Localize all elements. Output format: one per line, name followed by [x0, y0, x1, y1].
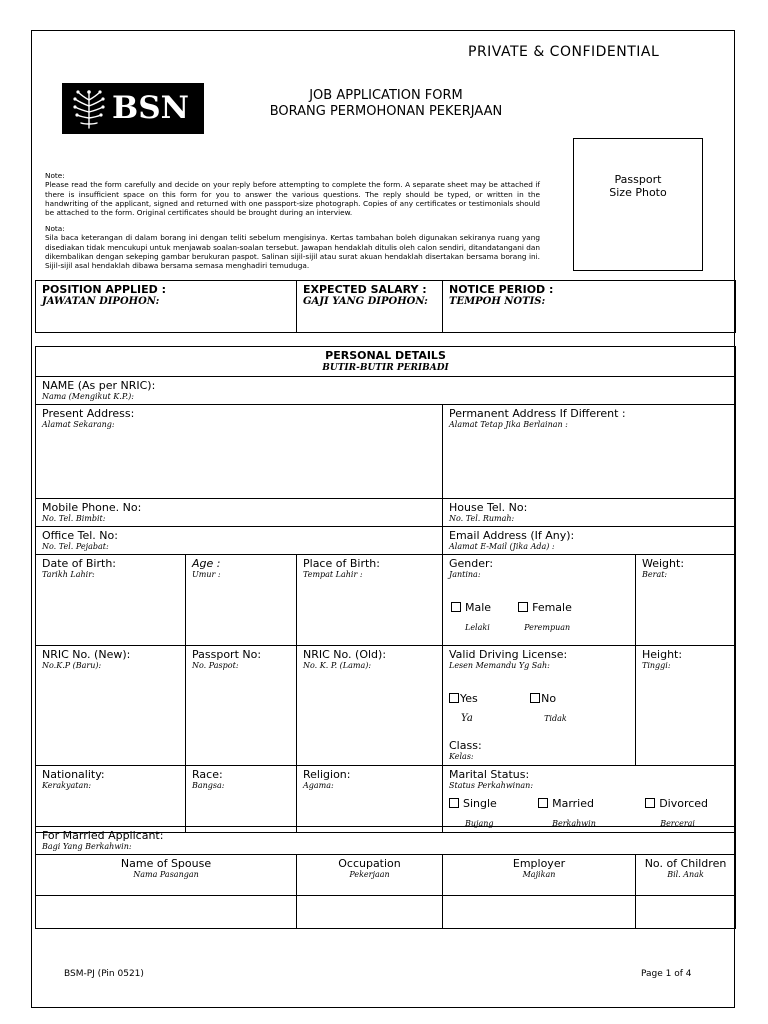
marital-ms: Status Perkahwinan:: [449, 781, 534, 790]
employer-label: Employer: [512, 857, 566, 870]
yes-ms: Ya: [461, 713, 473, 724]
expected-salary-field[interactable]: [297, 281, 443, 333]
notice-period-field[interactable]: [443, 281, 736, 333]
marital-status-field: [443, 766, 736, 833]
no-checkbox[interactable]: [530, 693, 540, 703]
yes-checkbox[interactable]: [449, 693, 459, 703]
female-label: Female: [532, 601, 572, 614]
marital-label: Marital Status:: [449, 768, 530, 781]
license-label: Valid Driving License:: [449, 648, 568, 661]
mobile-phone-ms: No. Tel. Bimbit:: [42, 514, 106, 523]
expected-salary-label: EXPECTED SALARY :: [303, 283, 427, 296]
nric-old-label: NRIC No. (Old):: [303, 648, 387, 661]
personal-heading-en: PERSONAL DETAILS: [325, 349, 446, 362]
female-option[interactable]: [518, 596, 572, 615]
no-ms: Tidak: [544, 714, 567, 723]
race-label: Race:: [192, 768, 223, 781]
spouse-name-cell[interactable]: [36, 896, 297, 929]
single-ms: Bujang: [465, 819, 494, 828]
title-en: JOB APPLICATION FORM: [309, 88, 463, 103]
mobile-phone-field[interactable]: [36, 499, 443, 527]
page-number: Page 1 of 4: [641, 969, 692, 979]
position-applied-ms: JAWATAN DIPOHON:: [42, 296, 160, 307]
email-label: Email Address (If Any):: [449, 529, 575, 542]
note-ms-text: Sila baca keterangan di dalam borang ini dengan teliti sebelum mengisinya. Kertas tambahan boleh digunakan sekiranya ruang yang disediakan tidak mencukupi untuk menjawab soalan-soalan tersebut. Jawapan hendaklah ditulis oleh calon sendiri, ditandatangani dan dikembalikan dengan sekeping gambar berukuran paspot. Salinan sijil-sijil atau surat akuan hendaklah disertakan bersama borang ini. Sijil-sijil asal hendaklah dibawa bersama semasa menghadiri temuduga.: [45, 233, 540, 271]
personal-details-table: [35, 346, 736, 833]
married-label: Married: [552, 797, 594, 810]
male-checkbox[interactable]: [451, 602, 461, 612]
married-ms: Berkahwin: [552, 819, 596, 828]
office-tel-field[interactable]: [36, 527, 443, 555]
bsn-logo: [62, 83, 204, 134]
nric-old-field[interactable]: [297, 646, 443, 766]
divorced-ms: Bercerai: [660, 819, 695, 828]
age-ms: Umur :: [192, 570, 221, 579]
form-title: [230, 88, 542, 120]
permanent-address-label: Permanent Address If Different :: [449, 407, 626, 420]
logo-text: BSN: [112, 90, 189, 126]
notice-period-label: NOTICE PERIOD :: [449, 283, 554, 296]
no-label: No: [541, 692, 557, 705]
race-ms: Bangsa:: [192, 781, 225, 790]
name-field[interactable]: [36, 377, 736, 405]
house-tel-field[interactable]: [443, 499, 736, 527]
occupation-ms: Pekerjaan: [349, 870, 390, 879]
present-address-field[interactable]: [36, 405, 443, 499]
mobile-phone-label: Mobile Phone. No:: [42, 501, 142, 514]
position-table: [35, 280, 736, 333]
employer-ms: Majikan: [522, 870, 556, 879]
age-field[interactable]: [186, 555, 297, 646]
yes-label: Yes: [460, 692, 478, 705]
spouse-employer-cell[interactable]: [443, 896, 636, 929]
title-ms: BORANG PERMOHONAN PEKERJAAN: [269, 104, 503, 119]
nationality-label: Nationality:: [42, 768, 105, 781]
gender-ms: Jantina:: [449, 570, 481, 579]
occupation-header: [297, 855, 443, 896]
religion-ms: Agama:: [303, 781, 334, 790]
pob-field[interactable]: [297, 555, 443, 646]
email-field[interactable]: [443, 527, 736, 555]
passport-field[interactable]: [186, 646, 297, 766]
class-ms: Kelas:: [449, 752, 474, 761]
permanent-address-ms: Alamat Tetap Jika Berlainan :: [449, 420, 568, 429]
passport-photo-box[interactable]: [573, 138, 703, 271]
divorced-checkbox[interactable]: [645, 798, 655, 808]
age-label: Age :: [192, 557, 221, 570]
employer-header: [443, 855, 636, 896]
children-label: No. of Children: [644, 857, 727, 870]
single-option[interactable]: [449, 792, 533, 811]
driving-license-field: [443, 646, 636, 766]
spouse-ms: Nama Pasangan: [133, 870, 199, 879]
married-heading: [36, 827, 736, 855]
married-heading-en: For Married Applicant:: [42, 829, 164, 842]
office-tel-label: Office Tel. No:: [42, 529, 118, 542]
single-label: Single: [463, 797, 497, 810]
gender-label: Gender:: [449, 557, 494, 570]
male-ms: Lelaki: [465, 623, 490, 632]
married-checkbox[interactable]: [538, 798, 548, 808]
note-ms: [45, 224, 540, 270]
nric-new-label: NRIC No. (New):: [42, 648, 131, 661]
spouse-occupation-cell[interactable]: [297, 896, 443, 929]
weight-label: Weight:: [642, 557, 685, 570]
tree-icon: [72, 88, 106, 130]
religion-field[interactable]: [297, 766, 443, 833]
name-label: NAME (As per NRIC):: [42, 379, 156, 392]
passport-ms: No. Paspot:: [192, 661, 239, 670]
personal-heading-ms: BUTIR-BUTIR PERIBADI: [322, 363, 449, 373]
male-label: Male: [465, 601, 492, 614]
position-applied-label: POSITION APPLIED :: [42, 283, 167, 296]
nationality-field[interactable]: [36, 766, 186, 833]
present-address-label: Present Address:: [42, 407, 135, 420]
note-ms-label: Nota:: [45, 224, 65, 233]
race-field[interactable]: [186, 766, 297, 833]
children-header: [636, 855, 736, 896]
male-option[interactable]: [451, 596, 513, 615]
spouse-header: [36, 855, 297, 896]
note-en-text: Please read the form carefully and decide on your reply before attempting to complete the form. A separate sheet may be attached if there is insufficient space on this form for you to answer the various questions. The reply should be typed, or written in the handwriting of the applicant, signed and returned with one passport-size photograph. Copies of any certificates or testimonials should be attached to the form. Original certificates should be brought during an interview.: [45, 180, 540, 218]
occupation-label: Occupation: [338, 857, 401, 870]
height-label: Height:: [642, 648, 683, 661]
pob-label: Place of Birth:: [303, 557, 380, 570]
name-ms: Nama (Mengikut K.P.):: [42, 392, 134, 401]
note-en: [45, 171, 540, 217]
weight-field[interactable]: [636, 555, 736, 646]
license-ms: Lesen Memandu Yg Sah:: [449, 661, 550, 670]
present-address-ms: Alamat Sekarang:: [42, 420, 115, 429]
photo-label-1: Passport: [614, 173, 662, 186]
nric-new-field[interactable]: [36, 646, 186, 766]
children-count-cell[interactable]: [636, 896, 736, 929]
confidential-label: PRIVATE & CONFIDENTIAL: [468, 44, 660, 60]
note-en-label: Note:: [45, 171, 65, 180]
children-ms: Bil. Anak: [667, 870, 704, 879]
form-code: BSM-PJ (Pin 0521): [64, 969, 144, 979]
personal-details-heading: [36, 347, 736, 377]
dob-ms: Tarikh Lahir:: [42, 570, 95, 579]
nationality-ms: Kerakyatan:: [42, 781, 92, 790]
permanent-address-field[interactable]: [443, 405, 736, 499]
no-option[interactable]: [530, 687, 556, 706]
height-field[interactable]: [636, 646, 736, 766]
dob-label: Date of Birth:: [42, 557, 117, 570]
gender-field: [443, 555, 636, 646]
height-ms: Tinggi:: [642, 661, 671, 670]
religion-label: Religion:: [303, 768, 351, 781]
divorced-option[interactable]: [645, 792, 708, 811]
photo-label-2: Size Photo: [609, 186, 667, 199]
house-tel-ms: No. Tel. Rumah:: [449, 514, 515, 523]
passport-label: Passport No:: [192, 648, 262, 661]
license-class-field[interactable]: [449, 739, 629, 762]
house-tel-label: House Tel. No:: [449, 501, 528, 514]
nric-new-ms: No.K.P (Baru):: [42, 661, 102, 670]
married-heading-ms: Bagi Yang Berkahwin:: [42, 842, 132, 851]
female-checkbox[interactable]: [518, 602, 528, 612]
married-applicant-table: [35, 826, 736, 929]
office-tel-ms: No. Tel. Pejabat:: [42, 542, 109, 551]
class-label: Class:: [449, 739, 482, 752]
single-checkbox[interactable]: [449, 798, 459, 808]
nric-old-ms: No. K. P. (Lama):: [303, 661, 372, 670]
yes-option[interactable]: [449, 687, 525, 706]
notice-period-ms: TEMPOH NOTIS:: [449, 296, 546, 307]
email-ms: Alamat E-Mail (Jika Ada) :: [449, 542, 555, 551]
divorced-label: Divorced: [659, 797, 709, 810]
married-option[interactable]: [538, 792, 640, 811]
expected-salary-ms: GAJI YANG DIPOHON:: [303, 296, 428, 307]
spouse-label: Name of Spouse: [120, 857, 212, 870]
weight-ms: Berat:: [642, 570, 668, 579]
female-ms: Perempuan: [524, 623, 571, 632]
pob-ms: Tempat Lahir :: [303, 570, 363, 579]
dob-field[interactable]: [36, 555, 186, 646]
position-applied-field[interactable]: [36, 281, 297, 333]
